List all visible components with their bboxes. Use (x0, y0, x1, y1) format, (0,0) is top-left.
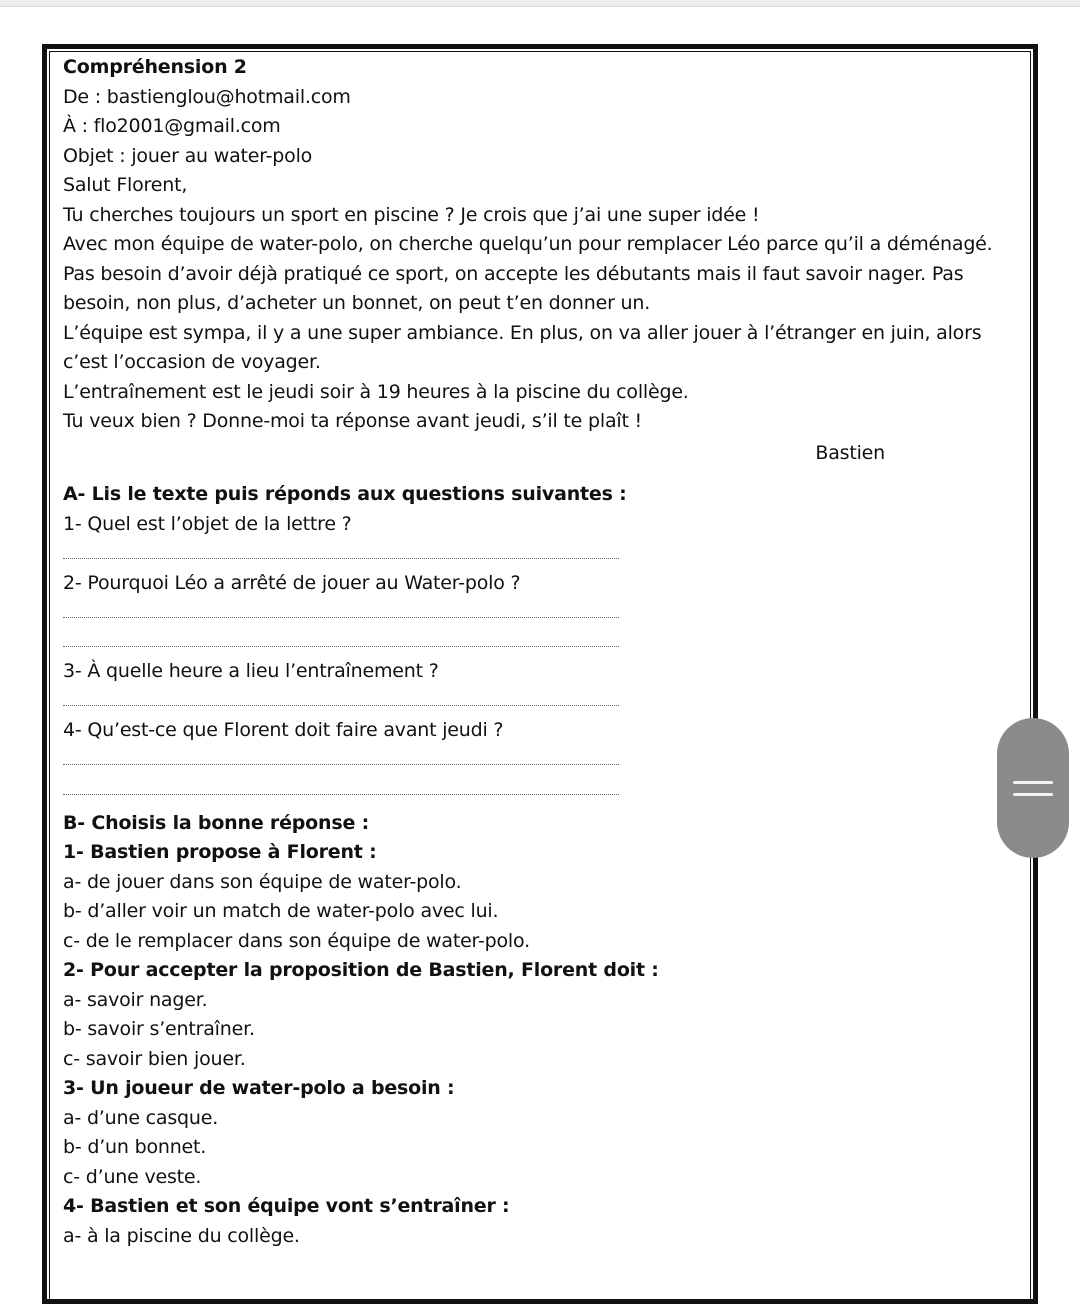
question-4: 4- Qu’est-ce que Florent doit faire avant jeudi ? (63, 719, 504, 741)
mcq-option: c- d’une veste. (63, 1165, 202, 1188)
letter-line: L’entraînement est le jeudi soir à 19 heures à la piscine du collège. (63, 380, 689, 403)
mcq-3-prompt: 3- Un joueur de water-polo a besoin : (63, 1077, 455, 1099)
answer-line[interactable] (63, 746, 619, 776)
section-a-heading: A- Lis le texte puis réponds aux questions suivantes : (63, 483, 627, 505)
letter-line: besoin, non plus, d’acheter un bonnet, on peut t’en donner un. (63, 292, 651, 314)
mcq-1-prompt: 1- Bastien propose à Florent : (63, 841, 377, 863)
letter-line: Tu veux bien ? Donne-moi ta réponse avant jeudi, s’il te plaît ! (63, 410, 642, 432)
mcq-option: a- à la piscine du collège. (63, 1224, 300, 1247)
letter-line: Avec mon équipe de water-polo, on cherche quelqu’un pour remplacer Léo parce qu’il a déménagé. (63, 233, 993, 255)
letter-line: Tu cherches toujours un sport en piscine ? Je crois que j’ai une super idée ! (63, 203, 760, 226)
mcq-option: a- d’une casque. (63, 1106, 219, 1129)
mcq-option: c- de le remplacer dans son équipe de water-polo. (63, 929, 530, 952)
answer-line[interactable] (63, 687, 619, 717)
mcq-4-prompt: 4- Bastien et son équipe vont s’entraîner : (63, 1195, 510, 1217)
window-top-strip (0, 0, 1080, 7)
question-2: 2- Pourquoi Léo a arrêté de jouer au Water-polo ? (63, 571, 521, 594)
mcq-option: a- savoir nager. (63, 988, 208, 1011)
answer-line[interactable] (63, 598, 619, 628)
email-subject: Objet : jouer au water-polo (63, 144, 313, 167)
mcq-option: a- de jouer dans son équipe de water-polo. (63, 870, 462, 893)
answer-line[interactable] (63, 775, 619, 805)
mcq-2-prompt: 2- Pour accepter la proposition de Bastien, Florent doit : (63, 959, 659, 981)
letter-greeting: Salut Florent, (63, 174, 188, 196)
letter-signature: Bastien (815, 441, 885, 464)
mcq-option: b- d’un bonnet. (63, 1136, 207, 1158)
answer-line[interactable] (63, 539, 619, 569)
email-from: De : bastienglou@hotmail.com (63, 85, 351, 108)
section-b-heading: B- Choisis la bonne réponse : (63, 811, 369, 834)
email-to: À : flo2001@gmail.com (63, 115, 281, 137)
question-1: 1- Quel est l’objet de la lettre ? (63, 512, 352, 535)
letter-line: Pas besoin d’avoir déjà pratiqué ce sport, on accepte les débutants mais il faut savoir nager. Pas (63, 262, 964, 285)
scrollbar-handle[interactable] (997, 718, 1069, 858)
answer-line[interactable] (63, 628, 619, 658)
worksheet-title: Compréhension 2 (63, 56, 247, 78)
worksheet (63, 53, 1013, 1251)
question-3: 3- À quelle heure a lieu l’entraînement ? (63, 660, 439, 682)
mcq-option: b- savoir s’entraîner. (63, 1018, 255, 1040)
letter-line: c’est l’occasion de voyager. (63, 351, 321, 373)
letter-line: L’équipe est sympa, il y a une super ambiance. En plus, on va aller jouer à l’étranger en juin, alors (63, 321, 982, 344)
mcq-option: c- savoir bien jouer. (63, 1047, 246, 1070)
mcq-option: b- d’aller voir un match de water-polo avec lui. (63, 900, 499, 922)
